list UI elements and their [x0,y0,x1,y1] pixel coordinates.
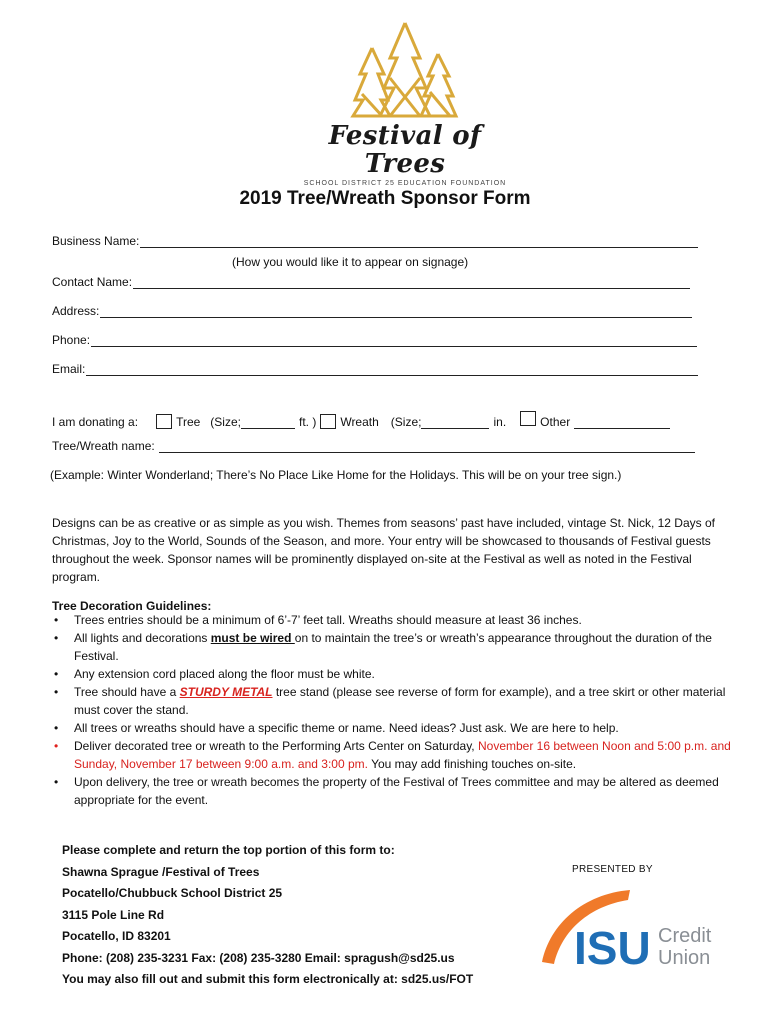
guideline-item [52,629,732,665]
sturdy-metal-emphasis: STURDY METAL [179,685,273,699]
trees-logo-icon [350,20,460,120]
bullet: • [54,775,59,789]
guideline-text: Upon delivery, the tree or wreath becomes the property of the Festival of Trees committee and may be altered as deemed appropriate for the event. [74,775,719,807]
address-line[interactable] [100,305,692,318]
mailing-organization: Pocatello/Chubbuck School District 25 [62,886,283,900]
wreath-size-open: (Size; [390,415,422,429]
theme-example: (Example: Winter Wonderland; There’s No Place Like Home for the Holidays. This will be on your tree sign.) [50,468,622,482]
contact-name-line[interactable] [133,276,690,289]
wreath-size-input[interactable] [421,417,489,429]
business-name-label: Business Name: [52,234,140,248]
guideline-item [52,611,732,629]
union-wordmark: Union [658,947,711,969]
guideline-item [52,683,732,719]
guideline-text: All trees or wreaths should have a specific theme or name. Need ideas? Just ask. We are here to help. [74,721,619,735]
isu-wordmark: ISU [574,922,651,974]
tree-size-unit: ft. ) [298,415,317,429]
mailing-instruction: Please complete and return the top portion of this form to: [62,843,395,857]
email-field[interactable] [52,362,698,376]
guideline-text: All lights and decorations [74,631,211,645]
guideline-text: You may add finishing touches on-site. [367,757,577,771]
guideline-text: Deliver decorated tree or wreath to the Performing Arts Center on Saturday, [74,739,478,753]
mailing-online: You may also fill out and submit this form electronically at: sd25.us/FOT [62,972,474,986]
guideline-text: Any extension cord placed along the floor must be white. [74,667,375,681]
mailing-city: Pocatello, ID 83201 [62,929,171,943]
must-be-wired-emphasis: must be wired [210,631,295,645]
phone-label: Phone: [52,333,91,347]
intro-paragraph: Designs can be as creative or as simple as you wish. Themes from seasons’ past have included, vintage St. Nick, 12 Days of Christmas, Joy to the World, Sounds of the Season, and more. Your entry will be showcased to thousands of Festival guests throughout the week. Sponsor names will be prominently displayed on-site at the Festival as well as noted in the Festival program. [52,516,715,584]
phone-field[interactable] [52,333,697,347]
tree-checkbox[interactable] [156,414,172,429]
mailing-recipient: Shawna Sprague /Festival of Trees [62,864,260,879]
mailing-street: 3115 Pole Line Rd [62,907,165,922]
tree-wreath-name-line[interactable] [159,441,695,453]
contact-name-label: Contact Name: [52,275,133,289]
presented-by-label: PRESENTED BY [572,864,653,875]
guideline-text: tree stand (please see reverse of form for example), and a tree skirt or other material must cover the stand. [74,685,726,717]
wreath-size-unit: in. [493,415,507,429]
address-label: Address: [52,304,100,318]
donation-choice-row [52,411,670,429]
tree-option-label: Tree [176,415,201,429]
form-title: 2019 Tree/Wreath Sponsor Form [239,188,531,209]
business-name-field[interactable] [52,234,698,248]
wreath-option-label: Wreath [340,415,379,429]
tree-size-input[interactable] [241,417,295,429]
bullet: • [54,613,59,627]
mailing-info [62,840,473,991]
guideline-text: on to maintain the tree’s or wreath’s appearance throughout the duration of the Festival. [74,631,712,663]
donation-label: I am donating a: [52,415,139,429]
business-name-line[interactable] [140,235,698,248]
email-line[interactable] [86,363,698,376]
guideline-item [52,665,732,683]
business-name-hint: (How you would like it to appear on signage) [232,255,469,269]
other-checkbox[interactable] [520,411,536,426]
guideline-item [52,737,732,773]
phone-line[interactable] [91,334,697,347]
guidelines-title: Tree Decoration Guidelines: [52,599,212,613]
other-input[interactable] [574,417,670,429]
logo-wordmark: Festival of Trees [328,121,482,179]
bullet: • [54,667,59,681]
guideline-item [52,773,732,809]
wreath-checkbox[interactable] [320,414,336,429]
isu-credit-union-logo [538,884,728,974]
guidelines-list [52,611,732,809]
mailing-contact: Phone: (208) 235-3231 Fax: (208) 235-3280 Email: spragush@sd25.us [62,950,455,965]
address-field[interactable] [52,304,692,318]
bullet: • [54,739,59,753]
bullet: • [54,685,59,699]
guideline-text: Tree should have a [74,685,180,699]
logo-subtitle: SCHOOL DISTRICT 25 EDUCATION FOUNDATION [303,180,507,187]
other-option-label: Other [540,415,571,429]
bullet: • [54,631,59,645]
credit-wordmark: Credit [658,925,712,947]
delivery-dates: November 16 between Noon and 5:00 p.m. and Sunday, November 17 between 9:00 a.m. and 3:00 pm. [74,739,731,771]
guideline-item [52,719,732,737]
tree-wreath-name-label: Tree/Wreath name: [52,439,155,453]
contact-name-field[interactable] [52,275,690,289]
festival-of-trees-logo [290,20,520,187]
tree-size-open: (Size; [210,415,241,429]
guideline-text: Trees entries should be a minimum of 6’-7’ feet tall. Wreaths should measure at least 36 inches. [74,613,582,627]
bullet: • [54,721,59,735]
tree-wreath-name-field[interactable] [52,439,695,453]
email-label: Email: [52,362,86,376]
